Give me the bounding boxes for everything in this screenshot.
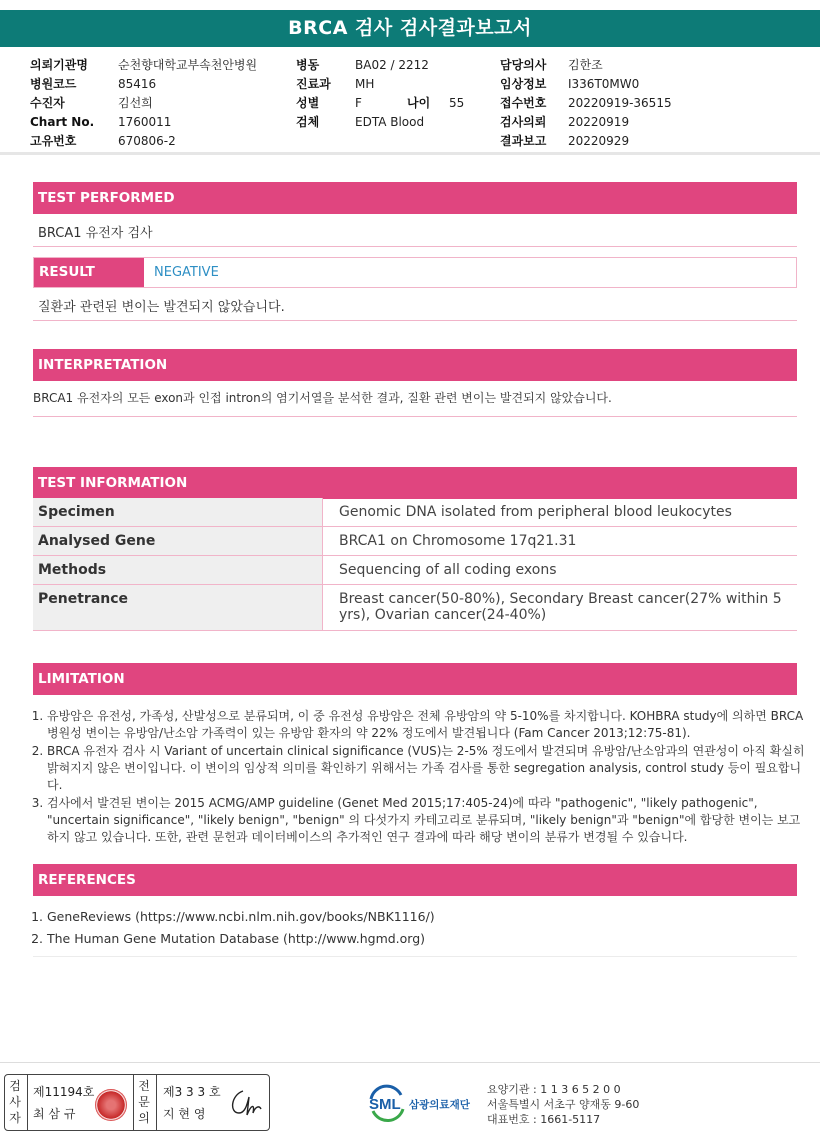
header-label: 병원코드 bbox=[30, 77, 77, 91]
header-label: 진료과 bbox=[296, 77, 331, 91]
header-value: 85416 bbox=[118, 77, 157, 91]
header-label: 임상정보 bbox=[500, 77, 547, 91]
specialist-role-vertical: 전문의 bbox=[138, 1079, 150, 1125]
table-row bbox=[33, 556, 797, 585]
header-value: 20220919-36515 bbox=[568, 96, 672, 110]
header-label: 의뢰기관명 bbox=[30, 58, 88, 72]
result-value: NEGATIVE bbox=[154, 265, 219, 280]
table-value: Genomic DNA isolated from peripheral blood leukocytes bbox=[323, 498, 798, 527]
divider bbox=[33, 956, 797, 957]
header-label: 접수번호 bbox=[500, 96, 547, 110]
references-list bbox=[33, 906, 807, 950]
header-value: F bbox=[355, 96, 362, 110]
header-value: 20220929 bbox=[568, 134, 630, 148]
header-value: I336T0MW0 bbox=[568, 77, 640, 91]
limitation-heading: LIMITATION bbox=[33, 663, 797, 695]
test-performed-text: BRCA1 유전자 검사 bbox=[38, 226, 153, 241]
list-item: 3. 검사에서 발견된 변이는 2015 ACMG/AMP guideline (Genet Med 2015;17:405-24)에 따라 "pathogenic", "likely pathogenic", "uncertain significance", "likely benign", "benign" 의 다섯가지 카테고리로 분류되며, "likely benign"과 "benign"에 합당한 변이는 보고하지 않고 있습니다. 또한, 관련 문헌과 데이터베이스의 추가적인 연구 결과에 따라 해당 변이의 분류가 변경될 수 있습니다. bbox=[47, 795, 807, 846]
header-value: 670806-2 bbox=[118, 134, 176, 148]
header-label: 결과보고 bbox=[500, 134, 547, 148]
seal-stamp-icon bbox=[95, 1089, 127, 1121]
signer-license: 제11194호 bbox=[33, 1085, 95, 1099]
table-value: BRCA1 on Chromosome 17q21.31 bbox=[323, 527, 798, 556]
header-label: 성별 bbox=[296, 96, 320, 110]
org-name: 삼광의료재단 bbox=[409, 1099, 470, 1111]
signer-role-vertical: 검사자 bbox=[9, 1079, 21, 1125]
header-value: 순천향대학교부속천안병원 bbox=[118, 58, 258, 72]
report-title: BRCA 검사 검사결과보고서 bbox=[0, 10, 820, 47]
header-value: MH bbox=[355, 77, 375, 91]
table-value: Breast cancer(50-80%), Secondary Breast cancer(27% within 5 yrs), Ovarian cancer(24-40%) bbox=[323, 585, 798, 631]
header-col-3 bbox=[500, 56, 672, 151]
list-item: 1. GeneReviews (https://www.ncbi.nlm.nih.gov/books/NBK1116/) bbox=[47, 906, 807, 928]
table-row bbox=[33, 585, 797, 631]
references-heading: REFERENCES bbox=[33, 864, 797, 896]
table-key: Methods bbox=[33, 556, 323, 585]
test-information-heading: TEST INFORMATION bbox=[33, 467, 797, 499]
header-label: 검체 bbox=[296, 115, 320, 129]
list-item: 2. The Human Gene Mutation Database (http://www.hgmd.org) bbox=[47, 928, 807, 950]
signature-icon bbox=[227, 1087, 263, 1119]
divider bbox=[33, 416, 797, 417]
table-key: Penetrance bbox=[33, 585, 323, 631]
header-col-1 bbox=[30, 56, 257, 151]
provider-code: 요양기관 : 1 1 3 6 5 2 0 0 bbox=[487, 1083, 621, 1096]
header-value-age: 55 bbox=[449, 96, 465, 110]
interpretation-heading: INTERPRETATION bbox=[33, 349, 797, 381]
interpretation-text: BRCA1 유전자의 모든 exon과 인접 intron의 염기서열을 분석한 결과, 질환 관련 변이는 발견되지 않았습니다. bbox=[33, 391, 612, 405]
limitation-list bbox=[33, 708, 807, 847]
list-item: 1. 유방암은 유전성, 가족성, 산발성으로 분류되며, 이 중 유전성 유방암은 전체 유방암의 약 5-10%를 차지합니다. KOHBRA study에 의하면 BRCA 병원성 변이는 유방암/난소암 가족력이 있는 유방암 환자의 약 22% 정도에서 발견됩니다 (Fam Cancer 2013;12:75-81). bbox=[47, 708, 807, 742]
header-col-2 bbox=[296, 56, 464, 132]
list-item: 2. BRCA 유전자 검사 시 Variant of uncertain clinical significance (VUS)는 2-5% 정도에서 발견되며 유방암/난소암과의 연관성이 아직 확실히 밝혀지지 않은 변이입니다. 이 변이의 임상적 의미를 확인하기 위해서는 가족 검사를 통한 segregation analysis, control study 등이 필요합니다. bbox=[47, 743, 807, 794]
test-information-table bbox=[33, 498, 797, 631]
divider bbox=[27, 1075, 28, 1130]
table-value: Sequencing of all coding exons bbox=[323, 556, 798, 585]
specialist-name: 지 현 영 bbox=[163, 1107, 206, 1121]
header-value: BA02 / 2212 bbox=[355, 58, 429, 72]
header-label-age: 나이 bbox=[407, 96, 431, 110]
header-divider bbox=[0, 152, 820, 155]
header-value: 김한조 bbox=[568, 58, 603, 72]
sml-logo bbox=[367, 1083, 485, 1123]
divider bbox=[133, 1075, 134, 1130]
header-value: EDTA Blood bbox=[355, 115, 425, 129]
table-row bbox=[33, 498, 797, 527]
header-label: 검사의뢰 bbox=[500, 115, 547, 129]
test-performed-heading: TEST PERFORMED bbox=[33, 182, 797, 214]
logo-text: SML bbox=[369, 1096, 401, 1113]
header-label: 병동 bbox=[296, 58, 320, 72]
result-label: RESULT bbox=[34, 258, 144, 287]
header-label: 담당의사 bbox=[500, 58, 547, 72]
header-label: Chart No. bbox=[30, 115, 95, 129]
phone: 대표번호 : 1661-5117 bbox=[487, 1113, 601, 1126]
signature-box bbox=[4, 1074, 270, 1131]
table-row bbox=[33, 527, 797, 556]
result-box bbox=[33, 257, 797, 288]
result-text: 질환과 관련된 변이는 발견되지 않았습니다. bbox=[38, 300, 285, 315]
address: 서울특별시 서초구 양재동 9-60 bbox=[487, 1098, 640, 1111]
divider bbox=[33, 246, 797, 247]
header-value: 김선희 bbox=[118, 96, 153, 110]
specialist-license: 제3 3 3 호 bbox=[163, 1085, 221, 1099]
header-label: 수진자 bbox=[30, 96, 65, 110]
divider bbox=[33, 320, 797, 321]
signer-name: 최 삼 규 bbox=[33, 1107, 76, 1121]
header-value: 20220919 bbox=[568, 115, 630, 129]
header-value: 1760011 bbox=[118, 115, 172, 129]
address-block bbox=[487, 1082, 639, 1127]
table-key: Specimen bbox=[33, 498, 323, 527]
table-key: Analysed Gene bbox=[33, 527, 323, 556]
header-label: 고유번호 bbox=[30, 134, 77, 148]
footer-divider bbox=[0, 1062, 820, 1063]
divider bbox=[156, 1075, 157, 1130]
